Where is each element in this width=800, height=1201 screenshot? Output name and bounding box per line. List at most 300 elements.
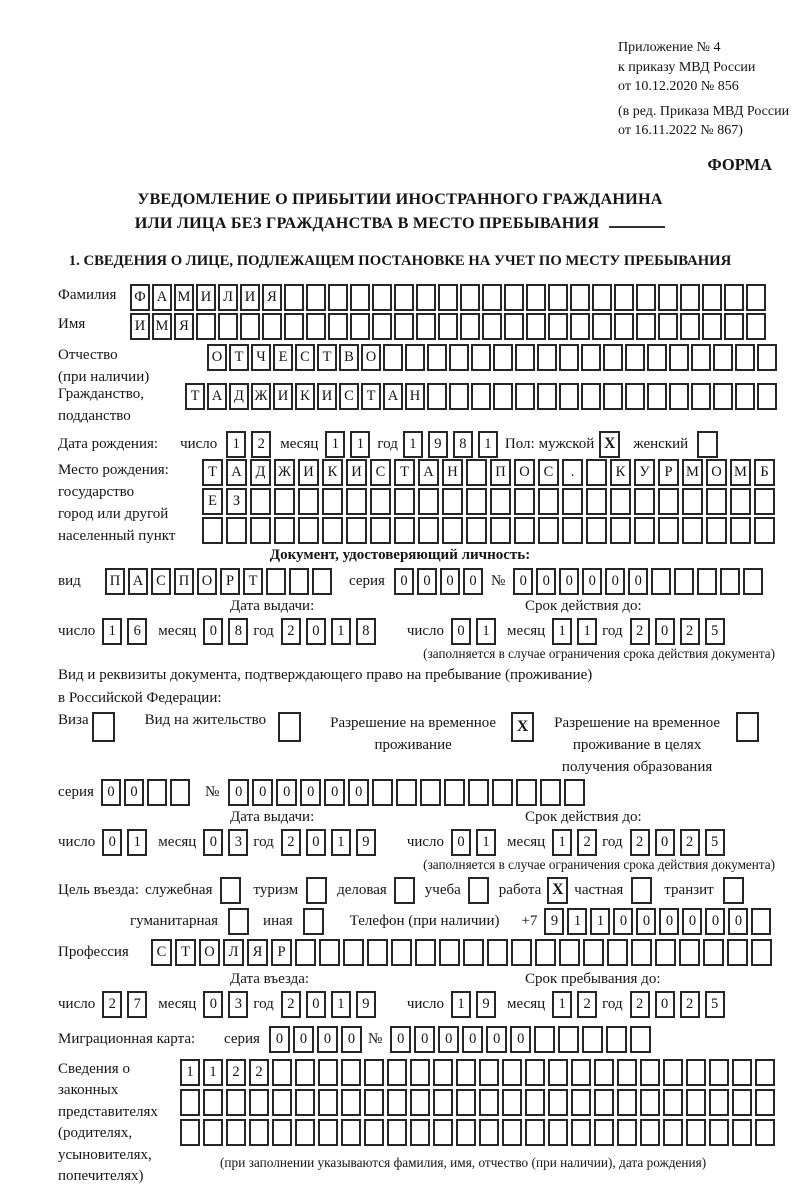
form-cell[interactable] — [732, 1059, 752, 1086]
form-cell[interactable] — [418, 517, 439, 544]
form-cell[interactable]: П — [105, 568, 125, 595]
form-cell[interactable] — [274, 517, 295, 544]
form-cell[interactable]: 0 — [269, 1026, 290, 1053]
form-cell[interactable] — [442, 517, 463, 544]
form-cell[interactable] — [444, 779, 465, 806]
form-cell[interactable] — [755, 1059, 775, 1086]
temp-permit-checkbox[interactable]: X — [511, 712, 534, 742]
form-cell[interactable]: Ф — [130, 284, 150, 311]
form-cell[interactable]: И — [298, 459, 319, 486]
form-cell[interactable] — [558, 1026, 579, 1053]
form-cell[interactable]: 2 — [249, 1059, 269, 1086]
form-cell[interactable] — [651, 568, 671, 595]
form-cell[interactable] — [617, 1059, 637, 1086]
form-cell[interactable] — [535, 939, 556, 966]
form-cell[interactable] — [559, 344, 579, 371]
form-cell[interactable] — [562, 488, 583, 515]
form-cell[interactable] — [525, 1119, 545, 1146]
form-cell[interactable] — [298, 488, 319, 515]
form-cell[interactable] — [490, 517, 511, 544]
form-cell[interactable] — [479, 1119, 499, 1146]
form-cell[interactable]: К — [295, 383, 315, 410]
form-cell[interactable] — [466, 517, 487, 544]
form-cell[interactable] — [607, 939, 628, 966]
form-cell[interactable]: 0 — [636, 908, 656, 935]
form-cell[interactable] — [170, 779, 190, 806]
form-cell[interactable] — [658, 313, 678, 340]
form-cell[interactable] — [394, 488, 415, 515]
form-cell[interactable]: 0 — [462, 1026, 483, 1053]
form-cell[interactable]: Ч — [251, 344, 271, 371]
form-cell[interactable] — [438, 284, 458, 311]
form-cell[interactable]: С — [370, 459, 391, 486]
form-cell[interactable] — [682, 488, 703, 515]
form-cell[interactable] — [631, 939, 652, 966]
purpose-tourism-checkbox[interactable] — [306, 877, 327, 904]
form-cell[interactable] — [203, 1119, 223, 1146]
form-cell[interactable] — [250, 488, 271, 515]
form-cell[interactable]: 2 — [577, 991, 597, 1018]
form-cell[interactable] — [515, 344, 535, 371]
form-cell[interactable] — [571, 1089, 591, 1116]
form-cell[interactable]: 2 — [281, 991, 301, 1018]
form-cell[interactable]: 0 — [463, 568, 483, 595]
form-cell[interactable] — [724, 284, 744, 311]
form-cell[interactable] — [640, 1089, 660, 1116]
form-cell[interactable] — [272, 1089, 292, 1116]
form-cell[interactable]: И — [273, 383, 293, 410]
form-cell[interactable] — [658, 284, 678, 311]
visa-checkbox[interactable] — [92, 712, 115, 742]
form-cell[interactable] — [492, 779, 513, 806]
form-cell[interactable]: У — [634, 459, 655, 486]
form-cell[interactable] — [634, 517, 655, 544]
form-cell[interactable] — [364, 1059, 384, 1086]
form-cell[interactable] — [466, 459, 487, 486]
form-cell[interactable]: 1 — [325, 431, 345, 458]
form-cell[interactable]: О — [197, 568, 217, 595]
form-cell[interactable] — [537, 344, 557, 371]
form-cell[interactable] — [367, 939, 388, 966]
form-cell[interactable]: 0 — [510, 1026, 531, 1053]
form-cell[interactable]: Т — [361, 383, 381, 410]
form-cell[interactable] — [442, 488, 463, 515]
form-cell[interactable]: . — [562, 459, 583, 486]
form-cell[interactable]: И — [196, 284, 216, 311]
form-cell[interactable]: 0 — [655, 829, 675, 856]
form-cell[interactable]: 1 — [180, 1059, 200, 1086]
form-cell[interactable]: 5 — [705, 618, 725, 645]
form-cell[interactable] — [479, 1089, 499, 1116]
form-cell[interactable]: 0 — [101, 779, 121, 806]
form-cell[interactable] — [735, 383, 755, 410]
form-cell[interactable] — [306, 313, 326, 340]
form-cell[interactable]: С — [151, 939, 172, 966]
purpose-private-checkbox[interactable] — [631, 877, 652, 904]
form-cell[interactable]: М — [682, 459, 703, 486]
form-cell[interactable] — [680, 313, 700, 340]
form-cell[interactable]: С — [151, 568, 171, 595]
form-cell[interactable] — [582, 1026, 603, 1053]
form-cell[interactable] — [610, 488, 631, 515]
form-cell[interactable] — [318, 1059, 338, 1086]
form-cell[interactable]: 0 — [306, 991, 326, 1018]
form-cell[interactable] — [394, 517, 415, 544]
form-cell[interactable] — [364, 1119, 384, 1146]
form-cell[interactable] — [341, 1119, 361, 1146]
form-cell[interactable]: 0 — [705, 908, 725, 935]
form-cell[interactable] — [479, 1059, 499, 1086]
form-cell[interactable]: А — [383, 383, 403, 410]
form-cell[interactable]: 1 — [102, 618, 122, 645]
form-cell[interactable]: 0 — [536, 568, 556, 595]
form-cell[interactable]: 0 — [417, 568, 437, 595]
form-cell[interactable] — [755, 1089, 775, 1116]
form-cell[interactable] — [709, 1089, 729, 1116]
form-cell[interactable] — [537, 383, 557, 410]
form-cell[interactable] — [456, 1089, 476, 1116]
form-cell[interactable]: И — [317, 383, 337, 410]
form-cell[interactable] — [571, 1119, 591, 1146]
form-cell[interactable] — [538, 488, 559, 515]
form-cell[interactable]: 1 — [476, 829, 496, 856]
form-cell[interactable] — [312, 568, 332, 595]
form-cell[interactable]: 6 — [127, 618, 147, 645]
form-cell[interactable]: 0 — [276, 779, 297, 806]
form-cell[interactable]: 1 — [577, 618, 597, 645]
form-cell[interactable] — [272, 1059, 292, 1086]
form-cell[interactable] — [418, 488, 439, 515]
form-cell[interactable]: 2 — [281, 829, 301, 856]
purpose-humanitarian-checkbox[interactable] — [228, 908, 249, 935]
form-cell[interactable] — [196, 313, 216, 340]
form-cell[interactable] — [284, 284, 304, 311]
form-cell[interactable] — [674, 568, 694, 595]
form-cell[interactable]: 0 — [252, 779, 273, 806]
form-cell[interactable] — [663, 1089, 683, 1116]
form-cell[interactable] — [636, 313, 656, 340]
form-cell[interactable] — [439, 939, 460, 966]
form-cell[interactable]: 9 — [544, 908, 564, 935]
form-cell[interactable] — [732, 1119, 752, 1146]
form-cell[interactable]: 0 — [451, 618, 471, 645]
form-cell[interactable]: 8 — [356, 618, 376, 645]
form-cell[interactable]: 9 — [428, 431, 448, 458]
form-cell[interactable] — [647, 344, 667, 371]
form-cell[interactable] — [647, 383, 667, 410]
form-cell[interactable]: Т — [394, 459, 415, 486]
form-cell[interactable] — [548, 284, 568, 311]
form-cell[interactable] — [754, 517, 775, 544]
form-cell[interactable] — [322, 517, 343, 544]
form-cell[interactable] — [706, 488, 727, 515]
form-cell[interactable] — [630, 1026, 651, 1053]
form-cell[interactable] — [625, 344, 645, 371]
form-cell[interactable] — [493, 383, 513, 410]
form-cell[interactable] — [730, 488, 751, 515]
form-cell[interactable] — [262, 313, 282, 340]
form-cell[interactable] — [250, 517, 271, 544]
form-cell[interactable] — [709, 1059, 729, 1086]
form-cell[interactable] — [594, 1089, 614, 1116]
form-cell[interactable] — [180, 1119, 200, 1146]
form-cell[interactable]: 0 — [414, 1026, 435, 1053]
purpose-business-checkbox[interactable] — [394, 877, 415, 904]
purpose-work-checkbox[interactable]: X — [547, 877, 568, 904]
form-cell[interactable]: 1 — [203, 1059, 223, 1086]
form-cell[interactable]: С — [339, 383, 359, 410]
purpose-study-checkbox[interactable] — [468, 877, 489, 904]
form-cell[interactable]: И — [130, 313, 150, 340]
form-cell[interactable] — [757, 383, 777, 410]
form-cell[interactable] — [387, 1059, 407, 1086]
form-cell[interactable]: Е — [202, 488, 223, 515]
form-cell[interactable] — [372, 284, 392, 311]
form-cell[interactable] — [284, 313, 304, 340]
form-cell[interactable] — [548, 1059, 568, 1086]
form-cell[interactable] — [724, 313, 744, 340]
form-cell[interactable] — [493, 344, 513, 371]
form-cell[interactable] — [295, 939, 316, 966]
form-cell[interactable] — [686, 1119, 706, 1146]
form-cell[interactable] — [502, 1059, 522, 1086]
form-cell[interactable] — [203, 1089, 223, 1116]
form-cell[interactable] — [295, 1059, 315, 1086]
form-cell[interactable] — [526, 284, 546, 311]
form-cell[interactable] — [686, 1059, 706, 1086]
form-cell[interactable] — [341, 1059, 361, 1086]
form-cell[interactable]: 2 — [680, 829, 700, 856]
form-cell[interactable] — [686, 1089, 706, 1116]
purpose-official-checkbox[interactable] — [220, 877, 241, 904]
form-cell[interactable]: 2 — [630, 991, 650, 1018]
form-cell[interactable] — [346, 488, 367, 515]
form-cell[interactable] — [341, 1089, 361, 1116]
form-cell[interactable] — [240, 313, 260, 340]
form-cell[interactable]: А — [207, 383, 227, 410]
form-cell[interactable] — [540, 779, 561, 806]
form-cell[interactable] — [180, 1089, 200, 1116]
form-cell[interactable]: 0 — [628, 568, 648, 595]
form-cell[interactable] — [720, 568, 740, 595]
form-cell[interactable] — [226, 517, 247, 544]
form-cell[interactable] — [570, 313, 590, 340]
form-cell[interactable]: 0 — [559, 568, 579, 595]
form-cell[interactable] — [614, 313, 634, 340]
form-cell[interactable] — [350, 284, 370, 311]
form-cell[interactable]: 2 — [680, 991, 700, 1018]
form-cell[interactable] — [603, 344, 623, 371]
form-cell[interactable] — [669, 344, 689, 371]
form-cell[interactable]: 0 — [582, 568, 602, 595]
form-cell[interactable] — [525, 1089, 545, 1116]
form-cell[interactable]: 1 — [476, 618, 496, 645]
form-cell[interactable]: 0 — [390, 1026, 411, 1053]
form-cell[interactable] — [202, 517, 223, 544]
form-cell[interactable]: 0 — [306, 829, 326, 856]
form-cell[interactable] — [490, 488, 511, 515]
form-cell[interactable] — [387, 1119, 407, 1146]
form-cell[interactable] — [147, 779, 167, 806]
form-cell[interactable] — [370, 488, 391, 515]
form-cell[interactable] — [370, 517, 391, 544]
form-cell[interactable]: Я — [262, 284, 282, 311]
form-cell[interactable]: А — [152, 284, 172, 311]
form-cell[interactable]: В — [339, 344, 359, 371]
form-cell[interactable] — [433, 1059, 453, 1086]
form-cell[interactable] — [603, 383, 623, 410]
form-cell[interactable]: 0 — [102, 829, 122, 856]
form-cell[interactable] — [226, 1089, 246, 1116]
form-cell[interactable] — [634, 488, 655, 515]
form-cell[interactable] — [466, 488, 487, 515]
form-cell[interactable] — [471, 383, 491, 410]
form-cell[interactable] — [511, 939, 532, 966]
form-cell[interactable] — [322, 488, 343, 515]
form-cell[interactable] — [559, 383, 579, 410]
form-cell[interactable] — [391, 939, 412, 966]
form-cell[interactable]: 1 — [403, 431, 423, 458]
residence-permit-checkbox[interactable] — [278, 712, 301, 742]
form-cell[interactable] — [606, 1026, 627, 1053]
form-cell[interactable] — [691, 383, 711, 410]
form-cell[interactable]: Т — [175, 939, 196, 966]
form-cell[interactable] — [449, 383, 469, 410]
form-cell[interactable] — [746, 284, 766, 311]
form-cell[interactable] — [730, 517, 751, 544]
form-cell[interactable] — [581, 383, 601, 410]
form-cell[interactable]: 1 — [552, 991, 572, 1018]
form-cell[interactable]: М — [152, 313, 172, 340]
form-cell[interactable]: З — [226, 488, 247, 515]
form-cell[interactable] — [372, 313, 392, 340]
form-cell[interactable] — [581, 344, 601, 371]
form-cell[interactable] — [249, 1119, 269, 1146]
form-cell[interactable]: К — [322, 459, 343, 486]
form-cell[interactable] — [703, 939, 724, 966]
form-cell[interactable]: О — [706, 459, 727, 486]
form-cell[interactable]: 0 — [293, 1026, 314, 1053]
form-cell[interactable] — [592, 284, 612, 311]
form-cell[interactable] — [350, 313, 370, 340]
form-cell[interactable] — [751, 908, 771, 935]
form-cell[interactable]: 0 — [394, 568, 414, 595]
form-cell[interactable]: 0 — [682, 908, 702, 935]
form-cell[interactable] — [319, 939, 340, 966]
title-blank-line[interactable] — [609, 211, 665, 228]
form-cell[interactable]: 0 — [300, 779, 321, 806]
form-cell[interactable]: Д — [229, 383, 249, 410]
form-cell[interactable]: 0 — [438, 1026, 459, 1053]
form-cell[interactable] — [383, 344, 403, 371]
form-cell[interactable]: 9 — [356, 991, 376, 1018]
form-cell[interactable] — [346, 517, 367, 544]
form-cell[interactable]: Н — [405, 383, 425, 410]
form-cell[interactable]: К — [610, 459, 631, 486]
form-cell[interactable] — [636, 284, 656, 311]
form-cell[interactable] — [504, 313, 524, 340]
form-cell[interactable]: 0 — [324, 779, 345, 806]
form-cell[interactable]: Р — [271, 939, 292, 966]
form-cell[interactable] — [525, 1059, 545, 1086]
form-cell[interactable] — [594, 1059, 614, 1086]
form-cell[interactable]: 0 — [203, 991, 223, 1018]
form-cell[interactable] — [372, 779, 393, 806]
form-cell[interactable]: 2 — [680, 618, 700, 645]
form-cell[interactable] — [328, 313, 348, 340]
form-cell[interactable] — [655, 939, 676, 966]
form-cell[interactable] — [298, 517, 319, 544]
form-cell[interactable] — [583, 939, 604, 966]
form-cell[interactable] — [306, 284, 326, 311]
form-cell[interactable]: 1 — [331, 618, 351, 645]
form-cell[interactable] — [318, 1089, 338, 1116]
form-cell[interactable] — [702, 313, 722, 340]
form-cell[interactable]: 0 — [613, 908, 633, 935]
form-cell[interactable]: 3 — [228, 829, 248, 856]
form-cell[interactable]: 2 — [281, 618, 301, 645]
form-cell[interactable] — [743, 568, 763, 595]
form-cell[interactable] — [394, 284, 414, 311]
form-cell[interactable]: Я — [247, 939, 268, 966]
form-cell[interactable]: 0 — [728, 908, 748, 935]
form-cell[interactable]: 8 — [453, 431, 473, 458]
form-cell[interactable]: 0 — [228, 779, 249, 806]
form-cell[interactable]: Р — [658, 459, 679, 486]
form-cell[interactable] — [504, 284, 524, 311]
form-cell[interactable]: Б — [754, 459, 775, 486]
form-cell[interactable] — [295, 1089, 315, 1116]
form-cell[interactable] — [617, 1089, 637, 1116]
form-cell[interactable] — [295, 1119, 315, 1146]
form-cell[interactable] — [713, 344, 733, 371]
form-cell[interactable] — [343, 939, 364, 966]
form-cell[interactable] — [548, 1119, 568, 1146]
form-cell[interactable] — [433, 1089, 453, 1116]
form-cell[interactable] — [249, 1089, 269, 1116]
form-cell[interactable] — [586, 488, 607, 515]
form-cell[interactable]: Т — [229, 344, 249, 371]
form-cell[interactable] — [289, 568, 309, 595]
form-cell[interactable]: Ж — [274, 459, 295, 486]
form-cell[interactable]: 0 — [203, 618, 223, 645]
form-cell[interactable]: 2 — [577, 829, 597, 856]
form-cell[interactable] — [663, 1119, 683, 1146]
form-cell[interactable] — [427, 344, 447, 371]
form-cell[interactable] — [433, 1119, 453, 1146]
form-cell[interactable]: 0 — [203, 829, 223, 856]
form-cell[interactable]: 7 — [127, 991, 147, 1018]
form-cell[interactable] — [669, 383, 689, 410]
form-cell[interactable]: Л — [223, 939, 244, 966]
form-cell[interactable]: 0 — [440, 568, 460, 595]
form-cell[interactable]: 0 — [124, 779, 144, 806]
form-cell[interactable]: 1 — [331, 991, 351, 1018]
form-cell[interactable] — [658, 488, 679, 515]
purpose-other-checkbox[interactable] — [303, 908, 324, 935]
form-cell[interactable]: 1 — [350, 431, 370, 458]
form-cell[interactable] — [548, 313, 568, 340]
form-cell[interactable]: 5 — [705, 829, 725, 856]
form-cell[interactable] — [691, 344, 711, 371]
form-cell[interactable] — [586, 459, 607, 486]
form-cell[interactable]: Е — [273, 344, 293, 371]
form-cell[interactable] — [420, 779, 441, 806]
form-cell[interactable]: 1 — [590, 908, 610, 935]
form-cell[interactable] — [755, 1119, 775, 1146]
form-cell[interactable]: 0 — [655, 991, 675, 1018]
form-cell[interactable] — [502, 1089, 522, 1116]
